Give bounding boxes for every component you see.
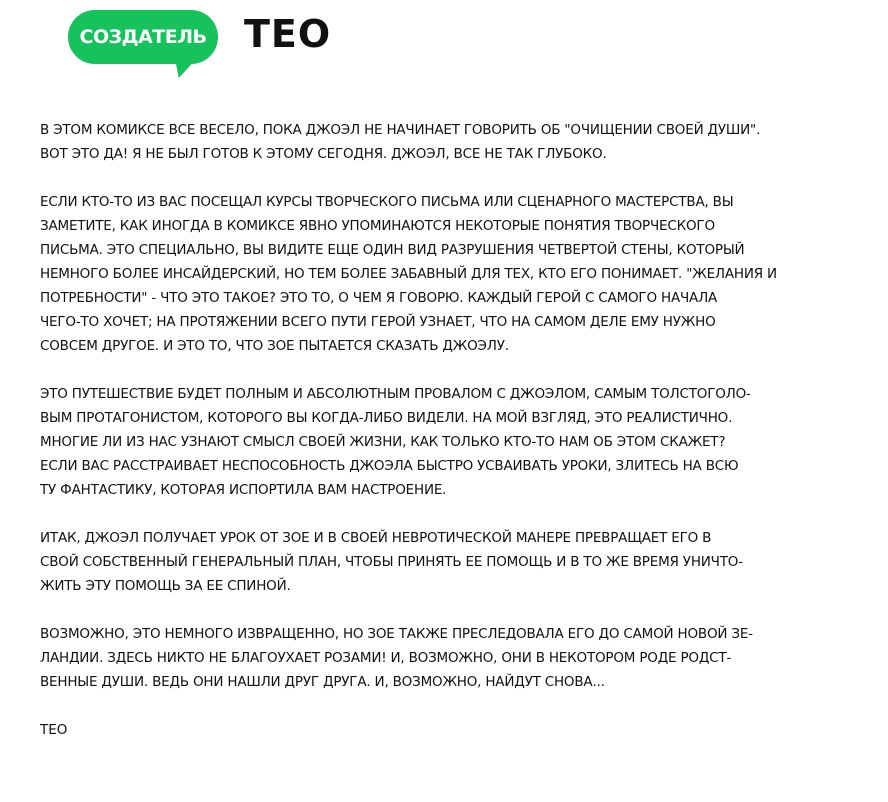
text-line: ЗАМЕТИТЕ, КАК ИНОГДА В КОМИКСЕ ЯВНО УПОМИНАЮТСЯ НЕКОТОРЫЕ ПОНЯТИЯ ТВОРЧЕСКОГО: [40, 218, 715, 234]
signature: TEO: [40, 722, 68, 738]
text-line: ЛАНДИИ. ЗДЕСЬ НИКТО НЕ БЛАГОУХАЕТ РОЗАМИ! И, ВОЗМОЖНО, ОНИ В НЕКОТОРОМ РОДЕ РОДСТ-: [40, 650, 732, 666]
text-line: ВОЗМОЖНО, ЭТО НЕМНОГО ИЗВРАЩЕННО, НО ЗОЕ ТАКЖЕ ПРЕСЛЕДОВАЛА ЕГО ДО САМОЙ НОВОЙ ЗЕ-: [40, 626, 753, 642]
text-line: ЧЕГО-ТО ХОЧЕТ; НА ПРОТЯЖЕНИИ ВСЕГО ПУТИ ГЕРОЙ УЗНАЕТ, ЧТО НА САМОМ ДЕЛЕ ЕМУ НУЖНО: [40, 314, 716, 330]
text-line: ЕСЛИ КТО-ТО ИЗ ВАС ПОСЕЩАЛ КУРСЫ ТВОРЧЕСКОГО ПИСЬМА ИЛИ СЦЕНАРНОГО МАСТЕРСТВА, ВЫ: [40, 194, 734, 210]
paragraph: [40, 526, 840, 598]
text-line: ВЫМ ПРОТАГОНИСТОМ, КОТОРОГО ВЫ КОГДА-ЛИБО ВИДЕЛИ. НА МОЙ ВЗГЛЯД, ЭТО РЕАЛИСТИЧНО.: [40, 410, 733, 426]
creator-badge: [68, 10, 218, 64]
text-line: ЖИТЬ ЭТУ ПОМОЩЬ ЗА ЕЕ СПИНОЙ.: [40, 578, 291, 594]
text-line: ВОТ ЭТО ДА! Я НЕ БЫЛ ГОТОВ К ЭТОМУ СЕГОДНЯ. ДЖОЭЛ, ВСЕ НЕ ТАК ГЛУБОКО.: [40, 146, 607, 162]
creator-header: [68, 10, 668, 80]
paragraph: [40, 118, 840, 166]
text-line: СВОЙ СОБСТВЕННЫЙ ГЕНЕРАЛЬНЫЙ ПЛАН, ЧТОБЫ ПРИНЯТЬ ЕЕ ПОМОЩЬ И В ТО ЖЕ ВРЕМЯ УНИЧТО-: [40, 554, 743, 570]
creator-note: [40, 118, 840, 742]
paragraph: [40, 622, 840, 694]
paragraph: [40, 190, 840, 358]
creator-badge-label: СОЗДАТЕЛЬ: [79, 26, 207, 48]
text-line: ИТАК, ДЖОЭЛ ПОЛУЧАЕТ УРОК ОТ ЗОЕ И В СВОЕЙ НЕВРОТИЧЕСКОЙ МАНЕРЕ ПРЕВРАЩАЕТ ЕГО В: [40, 530, 712, 546]
text-line: ПИСЬМА. ЭТО СПЕЦИАЛЬНО, ВЫ ВИДИТЕ ЕЩЕ ОДИН ВИД РАЗРУШЕНИЯ ЧЕТВЕРТОЙ СТЕНЫ, КОТОРЫЙ: [40, 242, 745, 258]
text-line: В ЭТОМ КОМИКСЕ ВСЕ ВЕСЕЛО, ПОКА ДЖОЭЛ НЕ НАЧИНАЕТ ГОВОРИТЬ ОБ "ОЧИЩЕНИИ СВОЕЙ ДУШИ".: [40, 122, 761, 138]
text-line: НЕМНОГО БОЛЕЕ ИНСАЙДЕРСКИЙ, НО ТЕМ БОЛЕЕ ЗАБАВНЫЙ ДЛЯ ТЕХ, КТО ЕГО ПОНИМАЕТ. "ЖЕЛАНИЯ И: [40, 266, 777, 282]
text-line: МНОГИЕ ЛИ ИЗ НАС УЗНАЮТ СМЫСЛ СВОЕЙ ЖИЗНИ, КАК ТОЛЬКО КТО-ТО НАМ ОБ ЭТОМ СКАЖЕТ?: [40, 434, 726, 450]
paragraph: [40, 382, 840, 502]
text-line: ПОТРЕБНОСТИ" - ЧТО ЭТО ТАКОЕ? ЭТО ТО, О ЧЕМ Я ГОВОРЮ. КАЖДЫЙ ГЕРОЙ С САМОГО НАЧАЛА: [40, 290, 718, 306]
text-line: ЕСЛИ ВАС РАССТРАИВАЕТ НЕСПОСОБНОСТЬ ДЖОЭЛА БЫСТРО УСВАИВАТЬ УРОКИ, ЗЛИТЕСЬ НА ВСЮ: [40, 458, 739, 474]
creator-name: TEO: [244, 12, 332, 56]
text-line: СОВСЕМ ДРУГОЕ. И ЭТО ТО, ЧТО ЗОЕ ПЫТАЕТСЯ СКАЗАТЬ ДЖОЭЛУ.: [40, 338, 509, 354]
text-line: ТУ ФАНТАСТИКУ, КОТОРАЯ ИСПОРТИЛА ВАМ НАСТРОЕНИЕ.: [40, 482, 447, 498]
text-line: ВЕННЫЕ ДУШИ. ВЕДЬ ОНИ НАШЛИ ДРУГ ДРУГА. И, ВОЗМОЖНО, НАЙДУТ СНОВА...: [40, 674, 605, 690]
text-line: ЭТО ПУТЕШЕСТВИЕ БУДЕТ ПОЛНЫМ И АБСОЛЮТНЫМ ПРОВАЛОМ С ДЖОЭЛОМ, САМЫМ ТОЛСТОГОЛО-: [40, 386, 751, 402]
